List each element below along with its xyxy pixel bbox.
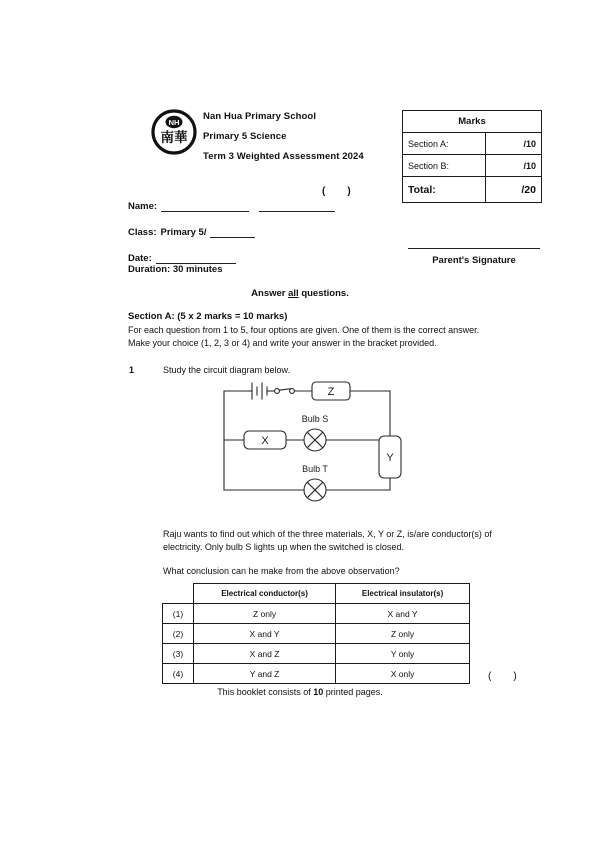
section-a-label: Section A: [403, 133, 486, 155]
table-row[interactable] [163, 644, 470, 664]
table-row[interactable] [163, 624, 470, 644]
option-3-conductors: X and Z [194, 644, 336, 664]
parent-signature-block [404, 248, 544, 266]
table-row[interactable] [163, 664, 470, 684]
section-a-value: /10 [486, 133, 542, 155]
section-a-heading: Section A: (5 x 2 marks = 10 marks) [128, 311, 288, 322]
bracket-open: ( [322, 186, 348, 197]
answer-bracket-open: ( [488, 671, 514, 682]
section-a-instruction-line-2: Make your choice (1, 2, 3 or 4) and write your answer in the bracket provided. [128, 337, 437, 348]
total-label: Total: [403, 177, 486, 203]
marks-title: Marks [403, 111, 542, 133]
option-number-4: (4) [163, 664, 194, 684]
circuit-diagram [216, 378, 406, 503]
circuit-label-x: X [261, 435, 269, 447]
table-row [403, 177, 542, 203]
option-4-insulators: X only [336, 664, 470, 684]
question-number: 1 [129, 365, 135, 375]
options-table [162, 583, 470, 684]
marks-title-row [403, 111, 542, 133]
question-body-line-2: electricity. Only bulb S lights up when the switched is closed. [163, 541, 404, 552]
class-input-line[interactable] [210, 228, 255, 238]
footer-page-count: 10 [313, 687, 324, 697]
options-header-row [163, 584, 470, 604]
options-header-insulators: Electrical insulator(s) [336, 584, 470, 604]
answer-bracket[interactable] [488, 671, 539, 682]
date-field-row [128, 238, 378, 264]
subject-line: Primary 5 Science [203, 131, 287, 142]
table-row[interactable] [163, 604, 470, 624]
footer-post: printed pages. [323, 687, 383, 697]
question-stem: Study the circuit diagram below. [163, 365, 291, 375]
date-input-line[interactable] [156, 254, 236, 264]
option-2-conductors: X and Y [194, 624, 336, 644]
question-body [163, 528, 553, 578]
name-input-line-2[interactable] [259, 202, 335, 212]
answer-all-emphasis: all [288, 288, 299, 299]
class-label: Class: [128, 227, 157, 238]
option-1-insulators: X and Y [336, 604, 470, 624]
answer-all-pre: Answer [251, 288, 289, 299]
svg-text:南華: 南華 [160, 130, 188, 146]
circuit-label-y: Y [386, 452, 394, 464]
parent-signature-label: Parent's Signature [432, 255, 516, 266]
svg-text:NH: NH [168, 118, 180, 127]
options-corner-cell [163, 584, 194, 604]
question-body-line-1: Raju wants to find out which of the three materials, X, Y or Z, is/are conductor(s) of [163, 529, 492, 539]
table-row [403, 155, 542, 177]
class-field-row [128, 212, 378, 238]
duration-text: Duration: 30 minutes [128, 264, 223, 275]
name-label: Name: [128, 201, 158, 212]
footer-pre: This booklet consists of [217, 687, 314, 697]
option-1-conductors: Z only [194, 604, 336, 624]
page-footer [0, 687, 600, 697]
option-3-insulators: Y only [336, 644, 470, 664]
paper-header [125, 105, 395, 175]
answer-all-post: questions. [298, 288, 349, 299]
signature-line[interactable] [408, 248, 540, 249]
circuit-label-bulb-t: Bulb T [302, 464, 328, 474]
school-name: Nan Hua Primary School [203, 111, 317, 122]
table-row [403, 133, 542, 155]
section-a-block [128, 311, 548, 349]
option-number-3: (3) [163, 644, 194, 664]
assessment-line: Term 3 Weighted Assessment 2024 [203, 151, 364, 162]
total-value: /20 [486, 177, 542, 203]
date-label: Date: [128, 253, 152, 264]
index-number-bracket[interactable] [322, 186, 373, 197]
answer-bracket-close: ) [513, 671, 539, 682]
student-fields [128, 186, 378, 264]
circuit-label-bulb-s: Bulb S [301, 414, 329, 424]
bracket-close: ) [347, 186, 373, 197]
option-4-conductors: Y and Z [194, 664, 336, 684]
option-number-2: (2) [163, 624, 194, 644]
marks-table [402, 110, 542, 203]
section-b-label: Section B: [403, 155, 486, 177]
section-a-instruction-line-1: For each question from 1 to 5, four options are given. One of them is the correct answer. [128, 325, 480, 335]
option-2-insulators: Z only [336, 624, 470, 644]
section-b-value: /10 [486, 155, 542, 177]
answer-all-instruction [0, 288, 600, 299]
class-prefix: Primary 5/ [160, 227, 207, 238]
options-header-conductors: Electrical conductor(s) [194, 584, 336, 604]
name-input-line[interactable] [161, 202, 249, 212]
question-body-paragraph-2: What conclusion can he make from the above observation? [163, 566, 400, 576]
circuit-label-z: Z [327, 386, 335, 398]
option-number-1: (1) [163, 604, 194, 624]
school-logo [151, 109, 197, 155]
